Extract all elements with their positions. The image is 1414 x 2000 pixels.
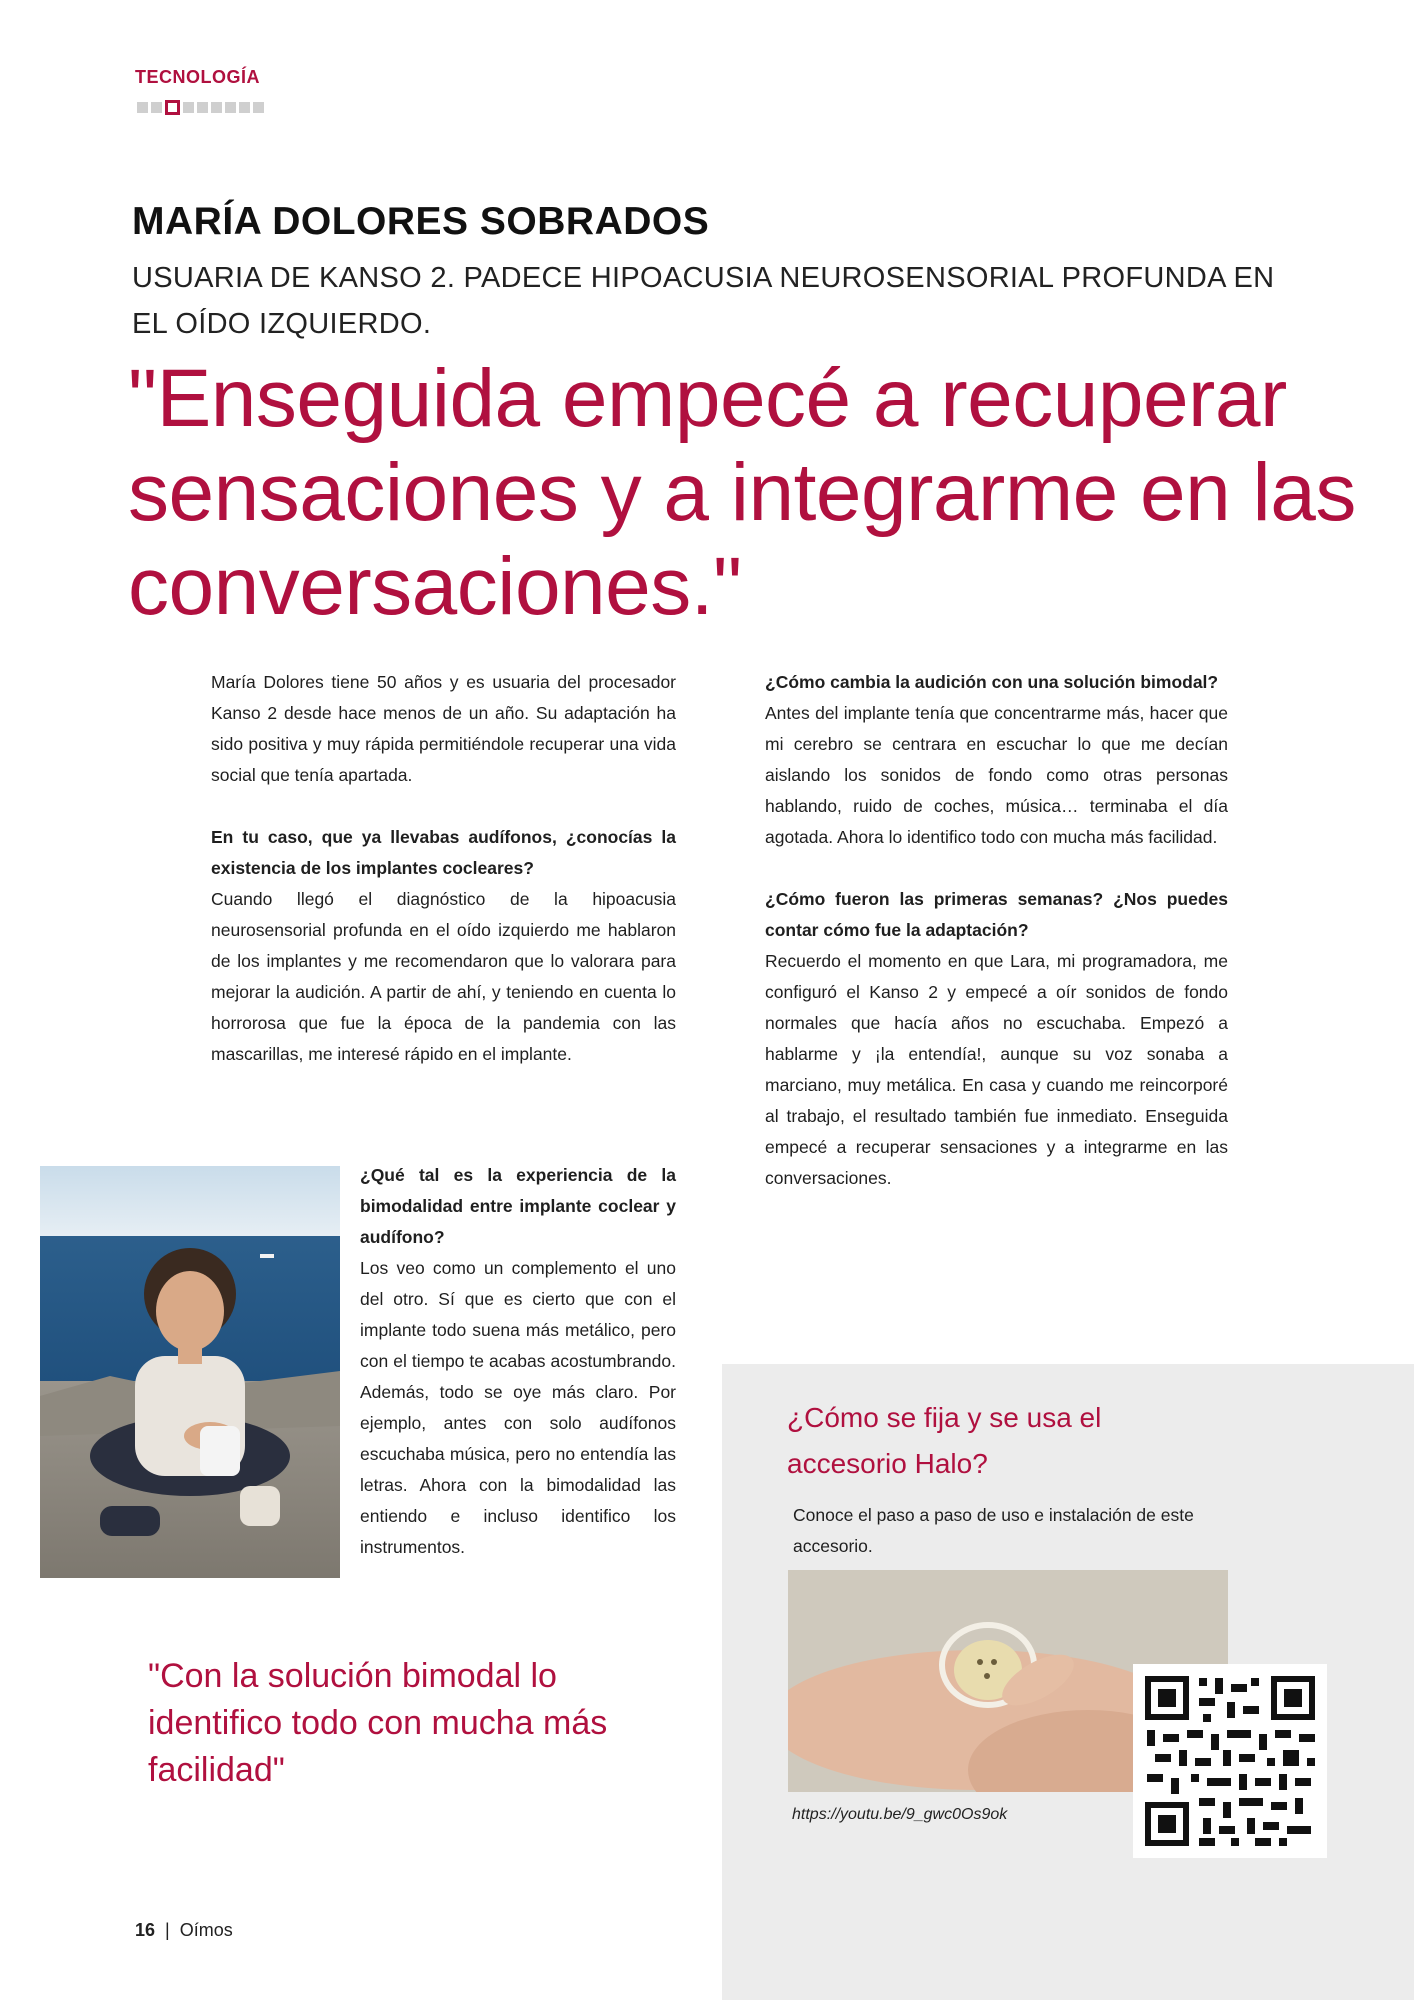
intro-paragraph: María Dolores tiene 50 años y es usuaria del procesador Kanso 2 desde hace menos de un año. Su adaptación ha sido positiva y muy rápida permitiéndole recuperar una vida social que tenía apartada.	[211, 672, 676, 785]
answer-4: Recuerdo el momento en que Lara, mi programadora, me configuró el Kanso 2 y empecé a oír sonidos de fondo normales que hacía años no escuchaba. Empezó a hablarme y ¡la entendía!, aunque su voz sonaba a marciano, muy metálica. En casa y cuando me reincorporé al trabajo, el resultado también fue inmediato. Enseguida empecé a recuperar sensaciones y a integrarme en las conversaciones.	[765, 951, 1228, 1188]
answer-3: Antes del implante tenía que concentrarme más, hacer que mi cerebro se centrara en escuchar lo que me decían aislando los sonidos de fondo como otras personas hablando, ruido de coches, música… terminaba el día agotada. Ahora lo identifico todo con mucha más facilidad.	[765, 703, 1228, 847]
photo-image	[40, 1166, 340, 1578]
answer-2: Los veo como un complemento el uno del otro. Sí que es cierto que con el implante todo suena más metálico, pero con el tiempo te acabas acostumbrando. Además, todo se oye más claro. Por ejemplo, antes con solo audífonos escuchaba música, pero no entendía las letras. Ahora con la bimodalidad las entiendo e incluso identifico los instrumentos.	[360, 1258, 676, 1557]
page-number: 16	[135, 1920, 156, 1940]
page-footer	[135, 1920, 233, 1941]
middle-column	[360, 1160, 676, 1563]
answer-1: Cuando llegó el diagnóstico de la hipoacusia neurosensorial profunda en el oído izquierdo me hablaron de los implantes y me recomendaron que lo valorara para mejorar la audición. A partir de ahí, y teniendo en cuenta lo horrorosa que fue la época de la pandemia con las mascarillas, me interesé rápido en el implante.	[211, 889, 676, 1064]
indicator-square	[211, 102, 222, 113]
indicator-square	[151, 102, 162, 113]
question-2: ¿Qué tal es la experiencia de la bimodalidad entre implante coclear y audífono?	[360, 1165, 676, 1247]
qr-code-icon	[1133, 1664, 1327, 1858]
left-column	[211, 667, 676, 1070]
pull-quote: "Con la solución bimodal lo identifico todo con mucha más facilidad"	[148, 1657, 608, 1789]
indicator-square	[225, 102, 236, 113]
indicator-square-active	[165, 100, 180, 115]
magazine-name: Oímos	[179, 1920, 233, 1940]
qr-code[interactable]	[1133, 1664, 1327, 1858]
interviewee-photo	[40, 1166, 340, 1578]
indicator-square	[197, 102, 208, 113]
question-1: En tu caso, que ya llevabas audífonos, ¿conocías la existencia de los implantes cocleares?	[211, 827, 676, 878]
right-column	[765, 667, 1228, 1194]
indicator-square	[137, 102, 148, 113]
question-4: ¿Cómo fueron las primeras semanas? ¿Nos puedes contar cómo fue la adaptación?	[765, 889, 1228, 940]
indicator-square	[183, 102, 194, 113]
article-subtitle: USUARIA DE KANSO 2. PADECE HIPOACUSIA NEUROSENSORIAL PROFUNDA EN EL OÍDO IZQUIERDO.	[132, 262, 1275, 340]
halo-box-text: Conoce el paso a paso de uso e instalación de este accesorio.	[793, 1505, 1194, 1556]
article-headline: "Enseguida empecé a recuperar sensaciones y a integrarme en las conversaciones."	[128, 353, 1356, 632]
video-url-link[interactable]: https://youtu.be/9_gwc0Os9ok	[792, 1806, 1008, 1823]
indicator-square	[239, 102, 250, 113]
footer-separator: |	[165, 1920, 170, 1940]
page-indicator	[137, 102, 264, 115]
halo-box-title: ¿Cómo se fija y se usa el accesorio Halo?	[787, 1402, 1102, 1479]
indicator-square	[253, 102, 264, 113]
section-tag: TECNOLOGÍA	[135, 67, 260, 87]
interviewee-name: MARÍA DOLORES SOBRADOS	[132, 200, 710, 243]
question-3: ¿Cómo cambia la audición con una solución bimodal?	[765, 672, 1219, 692]
